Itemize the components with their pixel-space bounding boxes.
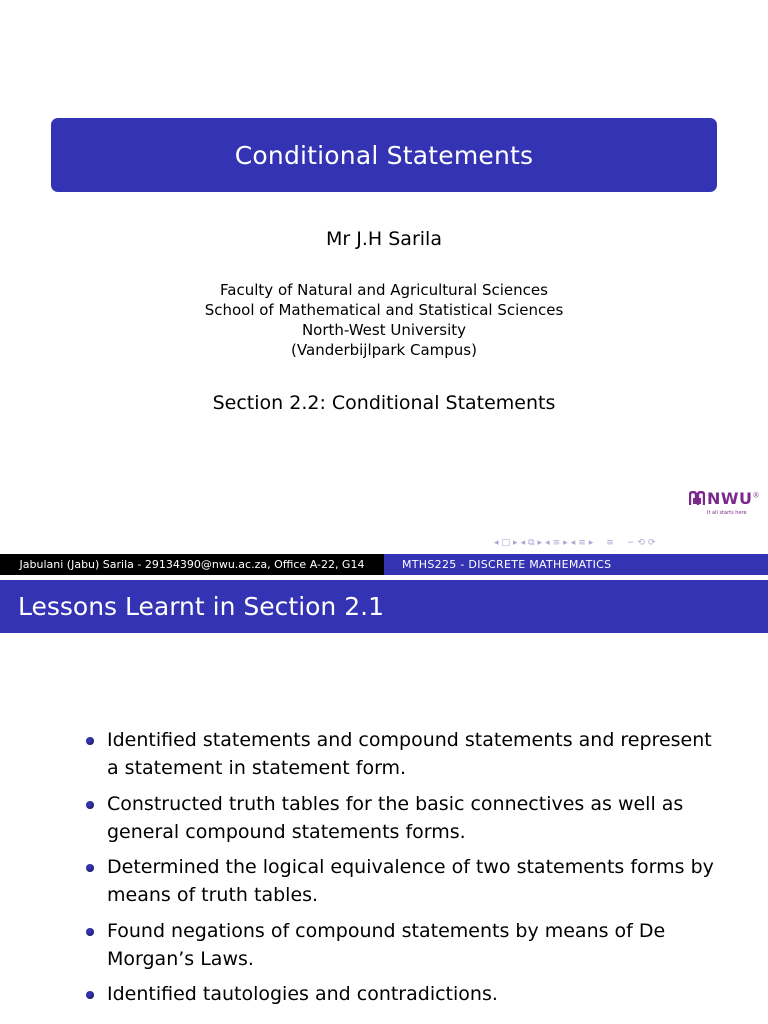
nav-section-icon[interactable]: ≡ <box>552 538 561 548</box>
bullet-icon <box>86 991 94 999</box>
nwu-emblem-icon <box>689 491 705 506</box>
footer-author-info: Jabulani (Jabu) Sarila - 29134390@nwu.ac.za, Office A-22, G14 <box>0 554 384 575</box>
list-item: Identified statements and compound statements and represent a statement in statement form. <box>86 726 726 782</box>
faculty-line: Faculty of Natural and Agricultural Sciences <box>220 281 548 299</box>
logo-tagline: It all starts here <box>707 510 747 516</box>
bullet-icon <box>86 801 94 809</box>
slide-title: Conditional Statements <box>234 140 534 170</box>
nav-search-icon[interactable]: ∽ <box>626 538 635 548</box>
campus-line: (Vanderbijlpark Campus) <box>291 341 477 359</box>
author-name: Mr J.H Sarila <box>326 228 442 250</box>
bullet-icon <box>86 737 94 745</box>
footer-course-name: MTHS225 - DISCRETE MATHEMATICS <box>384 554 768 575</box>
title-banner <box>51 118 717 192</box>
beamer-nav-bar <box>494 537 655 549</box>
nwu-logo <box>689 489 761 519</box>
institution-block <box>0 280 768 360</box>
nav-prev-section-icon[interactable]: ◂ <box>545 538 550 548</box>
nav-subsection-icon[interactable]: ⧉ <box>528 538 535 548</box>
nav-prev-subsection-icon[interactable]: ◂ <box>520 538 526 548</box>
list-item: Found negations of compound statements by means of De Morgan’s Laws. <box>86 917 726 973</box>
frame-title-bar <box>0 580 768 633</box>
list-item: Constructed truth tables for the basic connectives as well as general compound statements forms. <box>86 790 726 846</box>
bullet-icon <box>86 928 94 936</box>
nav-frame-icon[interactable]: □ <box>501 538 511 548</box>
nav-next-subsection-icon[interactable]: ▸ <box>537 538 543 548</box>
nav-doc-icon[interactable]: ≡ <box>578 538 586 548</box>
logo-text: NWU® <box>707 489 761 508</box>
list-item: Identified tautologies and contradictions. <box>86 980 726 1008</box>
nav-prev-doc-icon[interactable]: ◂ <box>570 538 576 548</box>
nav-next-doc-icon[interactable]: ▸ <box>588 538 594 548</box>
nav-next-frame-icon[interactable]: ▸ <box>513 538 518 548</box>
nav-back-icon[interactable]: ⟲ <box>637 538 645 548</box>
nav-appendix-icon[interactable]: ≡ <box>606 538 614 548</box>
university-line: North-West University <box>301 321 467 339</box>
nav-forward-icon[interactable]: ⟳ <box>647 538 656 548</box>
nav-next-section-icon[interactable]: ▸ <box>563 538 568 548</box>
section-subtitle: Section 2.2: Conditional Statements <box>212 392 556 414</box>
list-item: Determined the logical equivalence of two statements forms by means of truth tables. <box>86 853 726 909</box>
bullet-icon <box>86 864 94 872</box>
frame-title: Lessons Learnt in Section 2.1 <box>18 592 384 621</box>
school-line: School of Mathematical and Statistical Sciences <box>204 301 564 319</box>
nav-prev-frame-icon[interactable]: ◂ <box>494 538 499 548</box>
slide-footer <box>0 554 768 575</box>
bullet-list <box>86 726 726 1016</box>
